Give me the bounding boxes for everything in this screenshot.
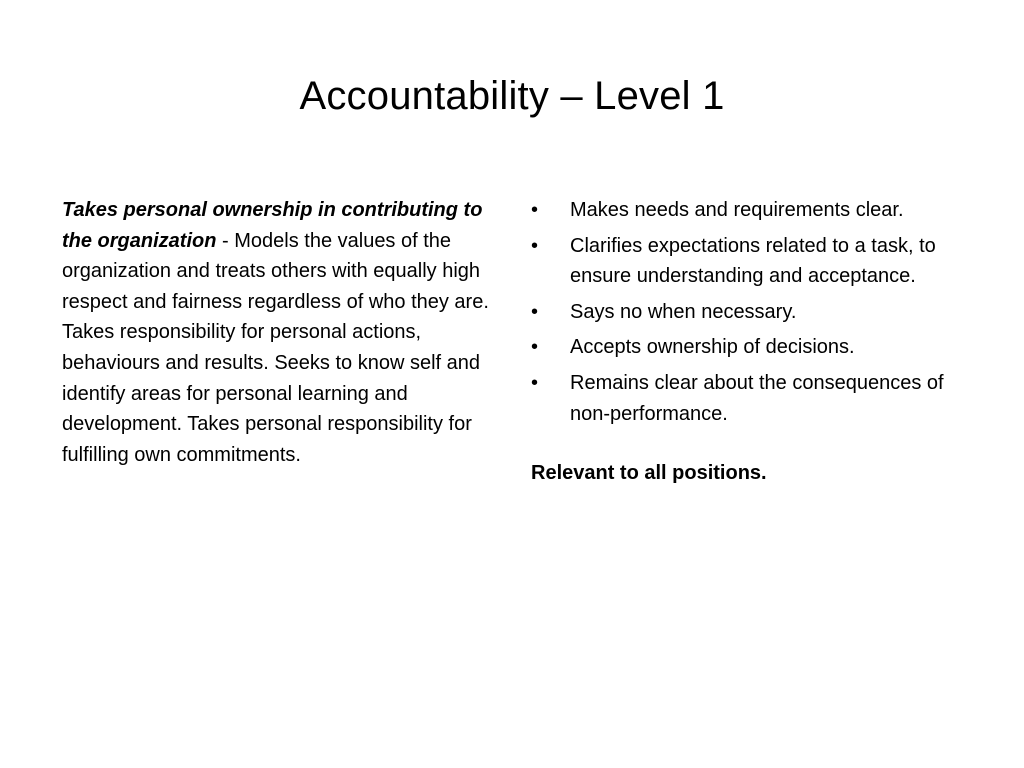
bullet-icon: • <box>531 300 539 323</box>
bullet-icon: • <box>531 234 539 257</box>
description-lead: Takes personal ownership in contributing to the organization <box>62 199 483 252</box>
description-separator: - <box>216 229 235 252</box>
bullet-icon: • <box>531 371 539 394</box>
behaviours-panel <box>531 195 971 489</box>
behaviour-text: Remains clear about the consequences of non-performance. <box>570 371 944 425</box>
behaviour-item <box>531 332 971 363</box>
behaviour-item <box>531 297 971 328</box>
behaviour-item <box>531 368 971 429</box>
slide-title: Accountability – Level 1 <box>299 74 725 118</box>
behaviour-text: Makes needs and requirements clear. <box>570 199 904 221</box>
description-body: Models the values of the organization and treats others with equally high respect and fairness regardless of who they are. Takes responsibility for personal actions, behaviours and results. Seeks to know self and identify areas for personal learning and development. Takes personal responsibility for fulfilling own commitments. <box>62 229 489 466</box>
relevance-note: Relevant to all positions. <box>531 462 767 485</box>
behaviour-item <box>531 231 971 292</box>
behaviour-item <box>531 195 971 226</box>
behaviour-text: Accepts ownership of decisions. <box>570 336 855 359</box>
description-text <box>62 195 496 470</box>
behaviour-text: Clarifies expectations related to a task, to ensure understanding and acceptance. <box>570 234 936 288</box>
bullet-icon: • <box>531 199 539 221</box>
behaviour-text: Says no when necessary. <box>570 300 797 323</box>
bullet-icon: • <box>531 336 539 359</box>
behaviour-list <box>531 195 971 429</box>
